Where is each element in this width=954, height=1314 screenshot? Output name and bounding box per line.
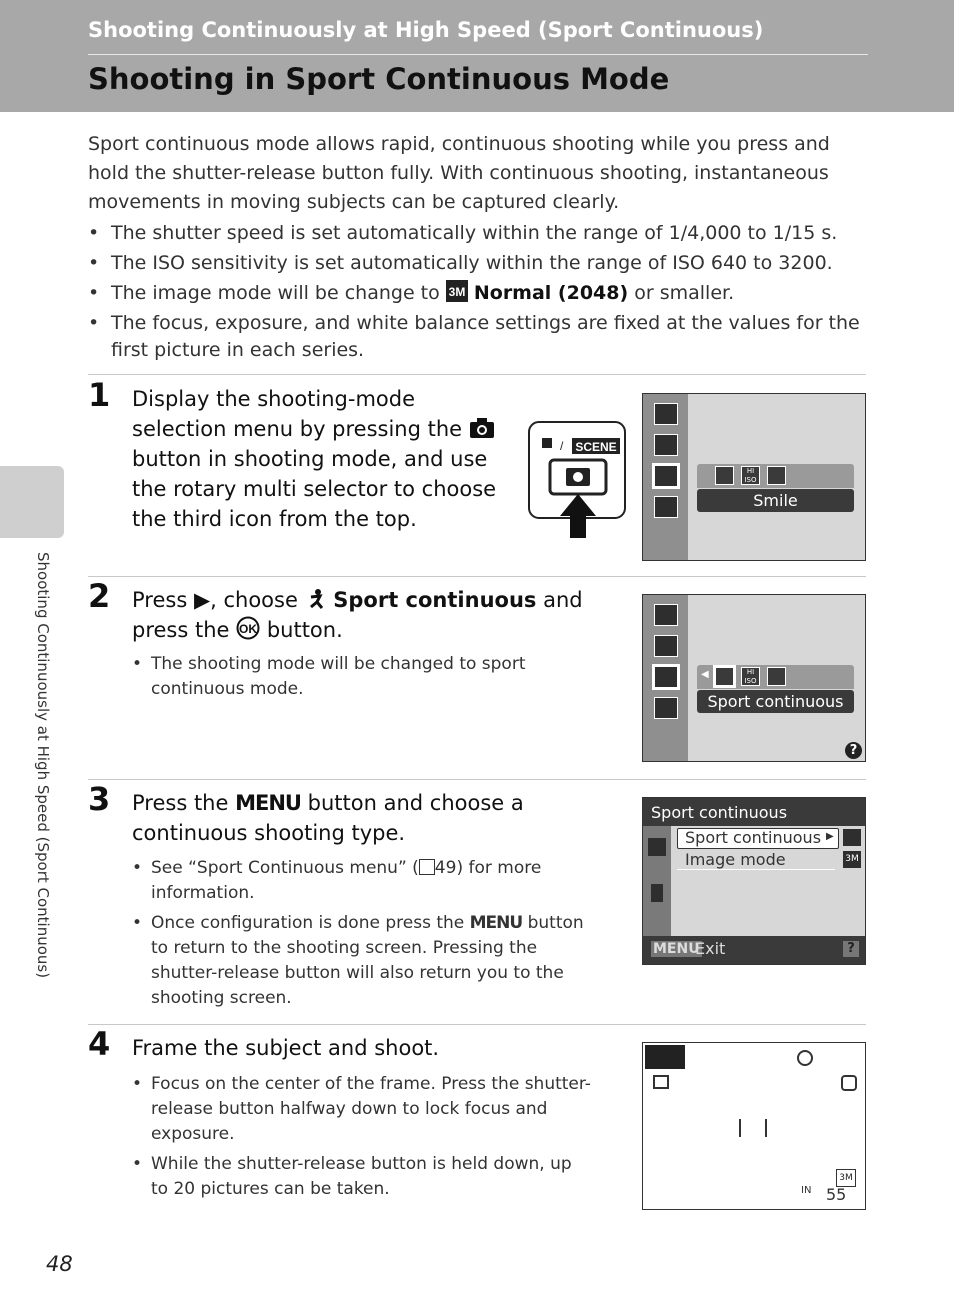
mode-sidebar — [643, 394, 688, 560]
smile-mode-icon — [654, 666, 678, 688]
flash-off-icon — [797, 1050, 813, 1066]
feature-list — [88, 220, 868, 367]
step-divider — [88, 374, 866, 375]
page-number: 48 — [46, 1252, 73, 1276]
mode-options-row — [697, 464, 854, 488]
step-instruction — [132, 788, 602, 848]
continuous-icon — [843, 829, 861, 846]
right-arrow-icon: ▶ — [826, 831, 834, 842]
list-item-text: or smaller. — [634, 282, 735, 304]
menu-button-label: MENU — [469, 913, 523, 933]
list-item-text: The shooting mode will be changed to sport continuous mode. — [151, 654, 526, 699]
smile-mode-icon — [654, 465, 678, 487]
camera-button-diagram — [528, 420, 628, 540]
mode-options-row — [697, 665, 854, 689]
list-item — [132, 1072, 592, 1147]
step-text: and press the — [132, 588, 583, 642]
scene-mode-icon — [654, 434, 678, 456]
step-text: button. — [266, 618, 343, 642]
list-item-text: See “Sport Continuous menu” ( — [151, 858, 419, 878]
scene-label: SCENE — [575, 440, 617, 454]
mode-label: Sport continuous — [697, 690, 854, 713]
internal-memory-indicator: IN — [801, 1185, 812, 1196]
left-arrow-icon: ◀ — [701, 669, 709, 680]
image-mode-3m-icon — [446, 280, 468, 302]
menu-key-label: MENU — [653, 941, 700, 957]
svg-text:OK: OK — [239, 622, 258, 636]
list-item — [88, 220, 868, 247]
camera-screen-2 — [642, 594, 866, 762]
page-reference: 49 — [434, 858, 457, 878]
mode-label: Smile — [697, 489, 854, 512]
step-text: Display the shooting-mode selection menu by pressing the — [132, 387, 463, 441]
list-item — [132, 1152, 592, 1202]
menu-item-sport-continuous[interactable]: Sport continuous — [685, 828, 822, 847]
intro-paragraph: Sport continuous mode allows rapid, continuous shooting while you press and hold the shutter-release button fully. With continuous shooting, instantaneous movements in moving subjects can be captured clearly. — [88, 133, 830, 213]
smile-icon — [767, 466, 786, 485]
sport-tab-icon — [648, 838, 666, 856]
list-item-text: Once configuration is done press the — [151, 913, 465, 933]
image-mode-3m-icon: 3M — [843, 851, 861, 868]
sport-continuous-icon — [715, 466, 734, 485]
step-notes — [132, 856, 592, 1016]
side-chapter-label: Shooting Continuously at High Speed (Sport Continuous) — [34, 552, 52, 979]
step-notes — [132, 1072, 592, 1207]
page-title: Shooting in Sport Continuous Mode — [88, 62, 670, 96]
movie-mode-icon — [654, 697, 678, 719]
step-text: Press the — [132, 791, 229, 815]
step-number: 2 — [88, 577, 111, 615]
step-notes — [132, 652, 552, 707]
auto-mode-icon — [654, 604, 678, 626]
step-number: 4 — [88, 1025, 111, 1063]
sport-continuous-icon — [305, 588, 327, 610]
camera-icon — [469, 417, 495, 439]
section-title: Shooting Continuously at High Speed (Sport Continuous) — [88, 18, 764, 42]
menu-tabs — [643, 826, 671, 936]
wrench-icon — [651, 884, 663, 902]
focus-area-brackets — [739, 1119, 767, 1137]
camera-screen-1 — [642, 393, 866, 561]
step-text: Press — [132, 588, 188, 612]
vibration-reduction-icon — [841, 1075, 857, 1091]
menu-title: Sport continuous — [651, 803, 788, 822]
movie-mode-icon — [654, 496, 678, 518]
header-rule — [88, 54, 868, 55]
step-divider — [88, 1024, 866, 1025]
high-iso-icon: HI ISO — [741, 667, 760, 686]
help-icon: ? — [843, 941, 859, 957]
continuous-icon — [653, 1075, 669, 1089]
list-item-text: The focus, exposure, and white balance settings are fixed at the values for the first picture in each series. — [111, 312, 860, 361]
mode-sidebar — [643, 595, 688, 761]
list-item — [88, 250, 868, 277]
help-icon: ? — [845, 742, 862, 759]
step-text: , choose — [210, 588, 298, 612]
image-mode-3m-icon: 3M — [836, 1169, 856, 1187]
list-item — [88, 280, 868, 307]
list-item — [132, 856, 592, 906]
list-item — [132, 911, 592, 1011]
step-instruction — [132, 585, 592, 645]
menu-button-label: MENU — [235, 791, 301, 815]
list-item-text: Focus on the center of the frame. Press the shutter-release button halfway down to lock focus and exposure. — [151, 1074, 591, 1144]
svg-text:/: / — [560, 439, 564, 453]
sport-continuous-label: Sport continuous — [333, 588, 537, 612]
list-item-text: ) for more information. — [151, 858, 542, 903]
right-arrow-icon: ▶ — [193, 588, 211, 612]
high-iso-icon: HI ISO — [741, 466, 760, 485]
menu-divider — [677, 869, 835, 870]
step-number: 3 — [88, 780, 111, 818]
step-instruction — [132, 384, 502, 534]
movie-icon — [542, 438, 552, 448]
step-instruction: Frame the subject and shoot. — [132, 1036, 440, 1060]
step-text: button in shooting mode, and use the rotary multi selector to choose the third icon from the top. — [132, 447, 497, 531]
list-item-text: While the shutter-release button is held down, up to 20 pictures can be taken. — [151, 1154, 572, 1199]
list-item-text: The shutter speed is set automatically within the range of 1/4,000 to 1/15 s. — [111, 222, 838, 244]
step-number: 1 — [88, 376, 111, 414]
list-item-text: The ISO sensitivity is set automatically within the range of ISO 640 to 3200. — [111, 252, 833, 274]
auto-mode-icon — [654, 403, 678, 425]
sport-continuous-icon — [645, 1045, 685, 1069]
reference-icon — [419, 859, 435, 875]
ok-button-icon — [236, 616, 260, 640]
list-item-text: The image mode will be change to — [111, 282, 440, 304]
list-item — [88, 310, 868, 364]
sport-continuous-icon — [715, 667, 734, 686]
smile-icon — [767, 667, 786, 686]
step-text: button and choose a continuous shooting type. — [132, 791, 524, 845]
camera-screen-4 — [642, 1042, 866, 1210]
list-item-text: button to return to the shooting screen. Pressing the shutter-release button will also return you to the shooting screen. — [151, 913, 584, 1008]
page-header — [0, 0, 954, 112]
scene-mode-icon — [654, 635, 678, 657]
menu-item-image-mode[interactable]: Image mode — [685, 850, 786, 869]
chapter-tab — [0, 466, 64, 538]
exit-label[interactable]: Exit — [695, 939, 726, 958]
list-item — [132, 652, 552, 702]
shots-remaining: 55 — [826, 1185, 847, 1204]
step-divider — [88, 576, 866, 577]
step-divider — [88, 779, 866, 780]
normal-2048-label: Normal (2048) — [473, 282, 629, 304]
svg-text:3M: 3M — [448, 285, 466, 299]
camera-screen-3 — [642, 797, 866, 965]
